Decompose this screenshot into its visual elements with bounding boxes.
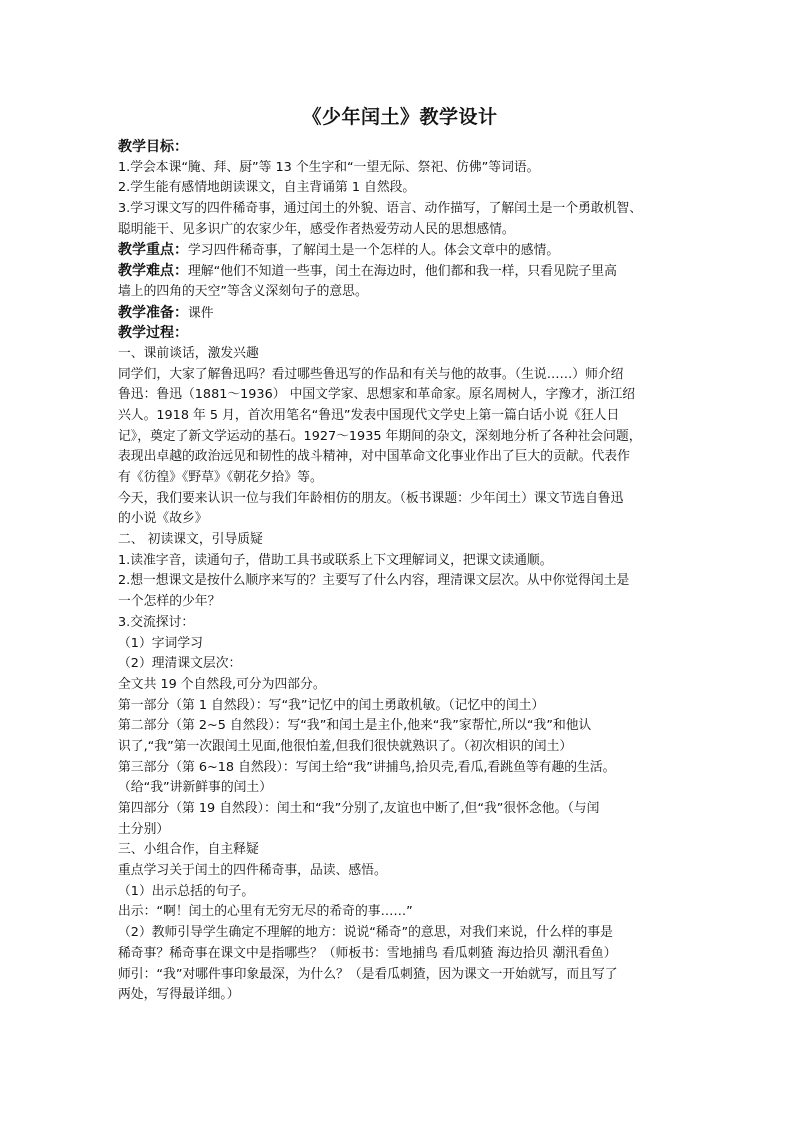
process-line: （2）教师引导学生确定不理解的地方：说说“稀奇”的意思，对我们来说，什么样的事是 (118, 925, 613, 941)
goals-heading: 教学目标： (118, 139, 188, 155)
process-line: 师引：“我”对哪件事印象最深，为什么？（是看瓜刺猹，因为课文一开始就写，而且写了 (118, 966, 618, 982)
process-line: 重点学习关于闰土的四件稀奇事，品读、感悟。 (118, 863, 387, 879)
process-line: 兴人。1918 年 5 月，首次用笔名“鲁迅”发表中国现代文学史上第一篇白话小说《狂人日 (118, 407, 620, 423)
process-line: 有《彷徨》《野草》《朝花夕拾》等。 (118, 470, 323, 485)
goal-item: 1.学会本课“腌、拜、厨”等 13 个生字和“一望无际、祭祀、仿佛”等词语。 (118, 159, 540, 175)
process-line: （给“我”讲新鲜事的闰土） (118, 780, 273, 796)
document-body (118, 137, 682, 1006)
key-point-heading: 教学重点： (118, 242, 188, 259)
process-line: 一、课前谈话，激发兴趣 (118, 345, 259, 361)
process-line: 二、 初读课文，引导质疑 (118, 532, 263, 548)
goal-item: 聪明能干、见多识广的农家少年，感受作者热爱劳动人民的思想感情。 (118, 221, 515, 237)
process-line: 的小说《故乡》 (118, 511, 208, 527)
process-line: （1）出示总括的句子。 (118, 883, 255, 899)
process-line: （1）字词学习 (118, 635, 203, 651)
difficulty-heading: 教学难点： (118, 263, 188, 280)
process-line: 第四部分（第 19 自然段）：闰土和“我”分别了,友谊也中断了,但“我”很怀念他。（与闰 (118, 801, 600, 816)
goal-item: 2.学生能有感情地朗读课文，自主背诵第 1 自然段。 (118, 180, 416, 196)
process-line: 记》，奠定了新文学运动的基石。1927～1935 年期间的杂文，深刻地分析了各种社会问题， (118, 428, 642, 444)
process-section (118, 323, 682, 344)
process-lines (118, 344, 682, 1006)
key-point-text: 学习四件稀奇事，了解闰土是一个怎样的人。体会文章中的感情。 (188, 243, 560, 259)
key-point-section (118, 240, 682, 261)
process-line: 三、小组合作，自主释疑 (118, 842, 259, 858)
process-line: 稀奇事？稀奇事在课文中是指哪些？（师板书：雪地捕鸟 看瓜刺猹 海边拾贝 潮汛看鱼） (118, 945, 617, 961)
process-line: 两处，写得最详细。） (118, 987, 240, 1003)
process-line: 1.读准字音，读通句子，借助工具书或联系上下文理解词义，把课文读通顺。 (118, 552, 553, 568)
difficulty-section (118, 261, 682, 282)
goal-item: 3.学习课文写的四件稀奇事，通过闰土的外貌、语言、动作描写，了解闰土是一个勇敢机智、 (118, 201, 643, 217)
process-line: 第一部分（第 1 自然段）：写“我”记忆中的闰土勇敢机敏。（记忆中的闰土） (118, 697, 545, 713)
goals-section (118, 137, 682, 158)
process-line: 第三部分（第 6~18 自然段）：写闰土给“我”讲捕鸟,拾贝壳,看瓜,看跳鱼等有趣的生活。 (118, 759, 616, 775)
difficulty-text-cont: 墙上的四角的天空”等含义深刻句子的意思。 (118, 283, 368, 299)
process-line: 鲁迅：鲁迅（1881～1936） 中国文学家、思想家和革命家。原名周树人，字豫才，浙江绍 (118, 387, 636, 403)
process-heading: 教学过程： (118, 325, 188, 342)
difficulty-text: 理解“他们不知道一些事，闰土在海边时，他们都和我一样，只看见院子里高 (188, 264, 617, 280)
process-line: 识了,“我”第一次跟闰土见面,他很怕羞,但我们很快就熟识了。（初次相识的闰土） (118, 738, 573, 754)
preparation-heading: 教学准备： (118, 304, 188, 321)
process-line: 同学们，大家了解鲁迅吗？看过哪些鲁迅写的作品和有关与他的故事。（生说……）师介绍 (118, 366, 624, 382)
process-line: 3.交流探讨： (118, 614, 195, 630)
process-line: 全文共 19 个自然段,可分为四部分。 (118, 676, 326, 692)
process-line: 一个怎样的少年？ (118, 594, 221, 610)
preparation-section (118, 303, 682, 324)
process-line: 今天，我们要来认识一位与我们年龄相仿的朋友。（板书课题：少年闰土）课文节选自鲁迅 (118, 490, 624, 506)
process-line: 第二部分（第 2~5 自然段）：写“我”和闰土是主仆,他来“我”家帮忙,所以“我”和他认 (118, 718, 592, 734)
process-line: 表现出卓越的政治远见和韧性的战斗精神，对中国革命文化事业作出了巨大的贡献。代表作 (118, 449, 630, 465)
page-title: 《少年闰土》教学设计 (302, 106, 498, 128)
document-page (118, 0, 682, 1123)
process-line: 出示：“啊！闰土的心里有无穷无尽的希奇的事……” (118, 904, 413, 920)
process-line: （2）理清课文层次： (118, 656, 242, 672)
preparation-text: 课件 (188, 305, 214, 321)
process-line: 2.想一想课文是按什么顺序来写的？主要写了什么内容，理清课文层次。从中你觉得闰土是 (118, 573, 630, 589)
process-line: 土分别） (118, 821, 170, 837)
